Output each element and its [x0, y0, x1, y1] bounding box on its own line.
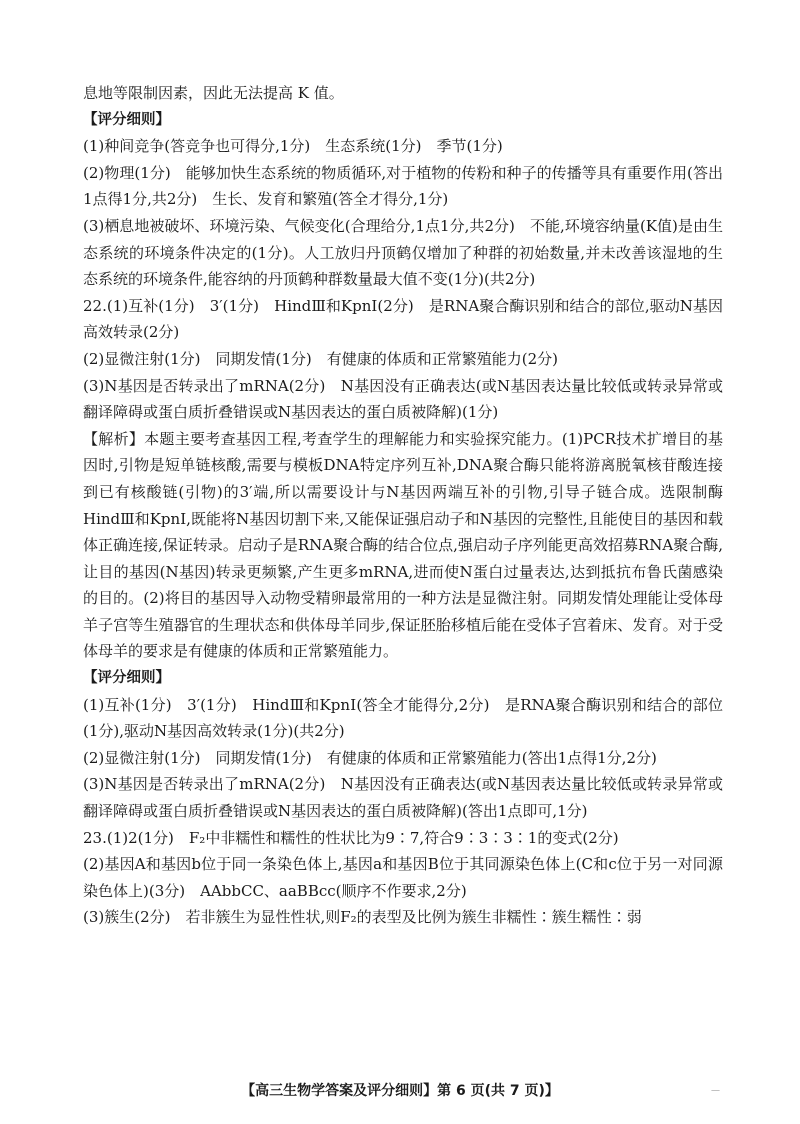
- question-22: 22.(1)互补(1分) 3′(1分) HindⅢ和KpnⅠ(2分) 是RNA聚合酶识别和结合的部位,驱动N基因高效转录(2分): [83, 296, 723, 342]
- page-footer: 【高三生物学答案及评分细则】第 6 页(共 7 页)】: [241, 1083, 559, 1099]
- text-line: (2)物理(1分) 能够加快生态系统的物质循环,对于植物的传粉和种子的传播等具有重要作用(答出1点得1分,共2分) 生长、发育和繁殖(答全才得分,1分): [83, 163, 723, 209]
- text-line: (2)基因A和基因b位于同一条染色体上,基因a和基因B位于其同源染色体上(C和c位于另一对同源染色体上)(3分) AAbbCC、aaBBcc(顺序不作要求,2分): [83, 855, 723, 900]
- question-23: 23.(1)2(1分) F₂中非糯性和糯性的性状比为9∶7,符合9∶3∶3∶1的变式(2分): [83, 828, 619, 847]
- text-line: (2)显微注射(1分) 同期发情(1分) 有健康的体质和正常繁殖能力(2分): [83, 349, 558, 368]
- text-line: (1)种间竞争(答竞争也可得分,1分) 生态系统(1分) 季节(1分): [83, 137, 503, 156]
- text-line: (3)N基因是否转录出了mRNA(2分) N基因没有正确表达(或N基因表达量比较低或转录异常或翻译障碍或蛋白质折叠错误或N基因表达的蛋白质被降解)(1分): [83, 376, 723, 422]
- text-line: 息地等限制因素，因此无法提高 K 值。: [83, 84, 344, 102]
- corner-mark: —: [711, 1086, 720, 1096]
- analysis-paragraph: 【解析】本题主要考查基因工程,考查学生的理解能力和实验探究能力。(1)PCR技术扩增目的基因时,引物是短单链核酸,需要与模板DNA特定序列互补,DNA聚合酶只能将游离脱氧核苷酸连接到已有核酸链(引物)的3′端,所以需要设计与N基因两端互补的引物,引导子链合成。选限制酶HindⅢ和KpnⅠ,既能将N基因切割下来,又能保证强启动子和N基因的完整性,且能使目的基因和载体正确连接,保证转录。启动子是RNA聚合酶的结合位点,强启动子序列能更高效招募RNA聚合酶,让目的基因(N基因)转录更频繁,产生更多mRNA,进而使N蛋白过量表达,达到抵抗布鲁氏菌感染的目的。(2)将目的基因导入动物受精卵最常用的一种方法是显微注射。同期发情处理能让受体母羊子宫等生殖器官的生理状态和供体母羊同步,保证胚胎移植后能在受体子宫着床、发育。对于受体母羊的要求是有健康的体质和正常繁殖能力。: [83, 429, 723, 661]
- text-line: (1)互补(1分) 3′(1分) HindⅢ和KpnⅠ(答全才能得分,2分) 是RNA聚合酶识别和结合的部位(1分),驱动N基因高效转录(1分)(共2分): [83, 695, 723, 741]
- section-heading: 【评分细则】: [83, 111, 170, 128]
- text-line: (2)显微注射(1分) 同期发情(1分) 有健康的体质和正常繁殖能力(答出1点得1分,2分): [83, 748, 657, 767]
- text-line: (3)栖息地被破坏、环境污染、气候变化(合理给分,1点1分,共2分) 不能,环境容纳量(K值)是由生态系统的环境条件决定的(1分)。人工放归丹顶鹤仅增加了种群的初始数量,并未改善该湿地的生态系统的环境条件,能容纳的丹顶鹤种群数量最大值不变(1分)(共2分): [83, 216, 723, 289]
- page-content: [83, 80, 723, 931]
- section-heading: 【评分细则】: [83, 670, 170, 687]
- text-line: (3)簇生(2分) 若非簇生为显性性状,则F₂的表型及比例为簇生非糯性∶簇生糯性∶弱: [83, 908, 642, 927]
- text-line: (3)N基因是否转录出了mRNA(2分) N基因没有正确表达(或N基因表达量比较低或转录异常或翻译障碍或蛋白质折叠错误或N基因表达的蛋白质被降解)(答出1点即可,1分): [83, 775, 723, 821]
